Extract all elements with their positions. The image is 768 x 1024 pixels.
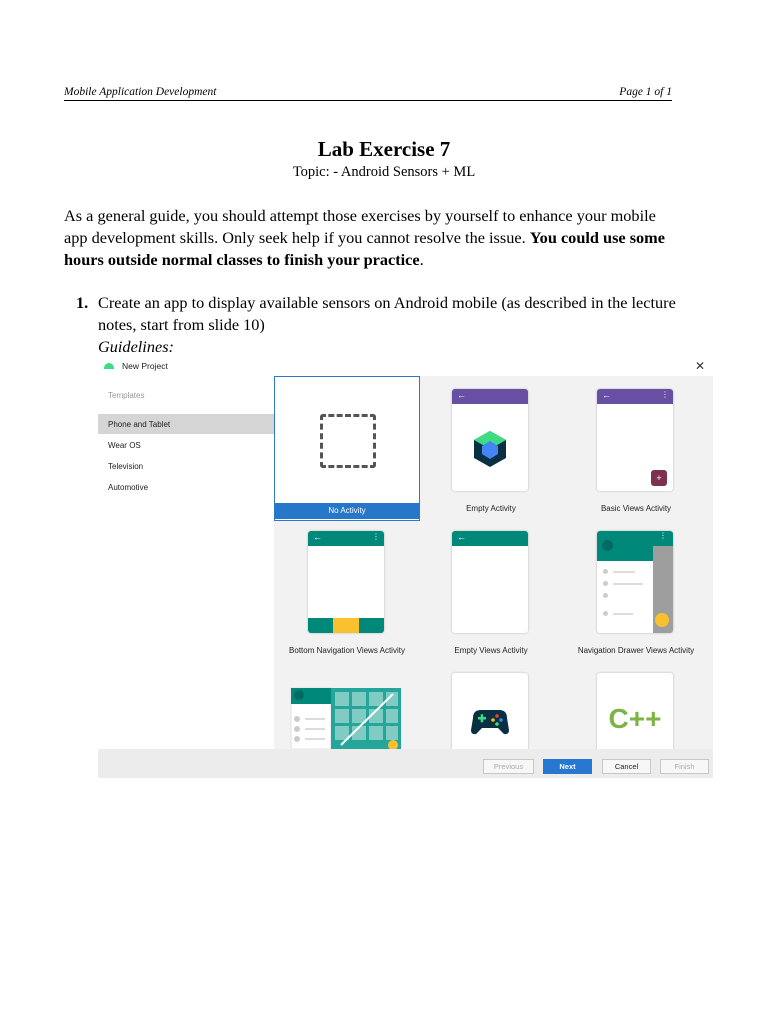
template-label: Basic Views Activity bbox=[600, 504, 672, 513]
template-preview bbox=[597, 531, 673, 633]
guidelines-label: Guidelines: bbox=[98, 337, 174, 356]
intro-paragraph bbox=[64, 205, 680, 271]
app-bar bbox=[597, 389, 673, 404]
template-label: Bottom Navigation Views Activity bbox=[289, 646, 405, 655]
template-label: Empty Activity bbox=[466, 504, 516, 513]
sidebar-item-label: Wear OS bbox=[108, 441, 141, 450]
sidebar-item-label: Phone and Tablet bbox=[108, 420, 171, 429]
sidebar-item-label: Television bbox=[108, 462, 144, 471]
fab-add-icon: + bbox=[651, 470, 667, 486]
previous-button[interactable]: Previous bbox=[483, 759, 534, 774]
back-arrow-icon: ← bbox=[457, 532, 466, 542]
template-empty-activity[interactable] bbox=[419, 377, 563, 520]
dialog-footer bbox=[98, 749, 713, 778]
header-course: Mobile Application Development bbox=[64, 86, 217, 98]
sidebar-item-label: Automotive bbox=[108, 483, 149, 492]
cpp-icon: C++ bbox=[608, 703, 662, 734]
menu-dot bbox=[603, 581, 608, 586]
android-icon bbox=[104, 363, 114, 369]
template-preview bbox=[452, 531, 528, 633]
menu-dot bbox=[603, 593, 608, 598]
templates-sidebar bbox=[98, 376, 274, 749]
template-label: Empty Views Activity bbox=[454, 646, 528, 655]
close-icon[interactable]: ✕ bbox=[694, 359, 705, 373]
template-preview bbox=[308, 531, 384, 633]
overflow-menu-icon: ⋮ bbox=[661, 390, 669, 399]
bottom-navigation-selected bbox=[333, 618, 359, 633]
templates-header: Templates bbox=[108, 391, 145, 400]
template-empty-views-activity[interactable] bbox=[419, 519, 563, 662]
sidebar-item-television[interactable] bbox=[98, 456, 274, 476]
overflow-menu-icon: ⋮ bbox=[653, 531, 673, 546]
sidebar-item-automotive[interactable] bbox=[98, 477, 274, 497]
back-arrow-icon: ← bbox=[313, 532, 322, 542]
compose-logo-icon bbox=[452, 389, 528, 491]
menu-line bbox=[613, 571, 635, 573]
intro-bold: You could use some hours outside normal classes to finish your practice bbox=[64, 228, 665, 269]
dashed-placeholder-icon bbox=[320, 414, 376, 468]
cancel-button[interactable]: Cancel bbox=[602, 759, 651, 774]
template-label: No Activity bbox=[275, 503, 419, 519]
menu-line bbox=[613, 583, 643, 585]
sidebar-item-wear-os[interactable] bbox=[98, 435, 274, 455]
avatar bbox=[602, 540, 613, 551]
finish-button[interactable]: Finish bbox=[660, 759, 709, 774]
page-title: Lab Exercise 7 bbox=[317, 137, 451, 161]
menu-line bbox=[613, 613, 633, 615]
new-project-dialog-screenshot bbox=[98, 358, 713, 778]
page-header bbox=[64, 86, 672, 101]
intro-text: As a general guide, you should attempt those exercises by yourself to enhance your mobile app development skills. Only seek help if you cannot resolve the issue. bbox=[64, 206, 656, 247]
menu-dot bbox=[603, 611, 608, 616]
list-item-number: 1. bbox=[76, 293, 89, 312]
page-topic: Topic: - Android Sensors + ML bbox=[292, 164, 476, 180]
template-navigation-drawer[interactable] bbox=[564, 519, 708, 662]
responsive-grid-icon bbox=[275, 661, 419, 749]
app-bar bbox=[308, 531, 384, 546]
template-preview bbox=[597, 389, 673, 491]
header-page: Page 1 of 1 bbox=[619, 86, 672, 98]
dialog-title: New Project bbox=[122, 361, 168, 371]
app-bar bbox=[452, 531, 528, 546]
next-button[interactable]: Next bbox=[543, 759, 592, 774]
template-preview bbox=[452, 389, 528, 491]
template-no-activity[interactable] bbox=[275, 377, 419, 520]
list-item-text: Create an app to display available sensors on Android mobile (as described in the lecture notes, start from slide 10) bbox=[98, 293, 676, 334]
template-label: Navigation Drawer Views Activity bbox=[577, 646, 695, 655]
template-basic-views-activity[interactable] bbox=[564, 377, 708, 520]
template-bottom-navigation[interactable] bbox=[275, 519, 419, 662]
fab-icon bbox=[655, 613, 669, 627]
template-grid bbox=[274, 376, 713, 749]
overflow-menu-icon: ⋮ bbox=[372, 532, 380, 541]
back-arrow-icon: ← bbox=[602, 390, 611, 400]
back-arrow-icon: ← bbox=[457, 390, 466, 400]
sidebar-item-phone-tablet[interactable] bbox=[98, 414, 274, 434]
intro-end: . bbox=[419, 250, 424, 269]
dialog-title-bar bbox=[98, 358, 713, 376]
menu-dot bbox=[603, 569, 608, 574]
